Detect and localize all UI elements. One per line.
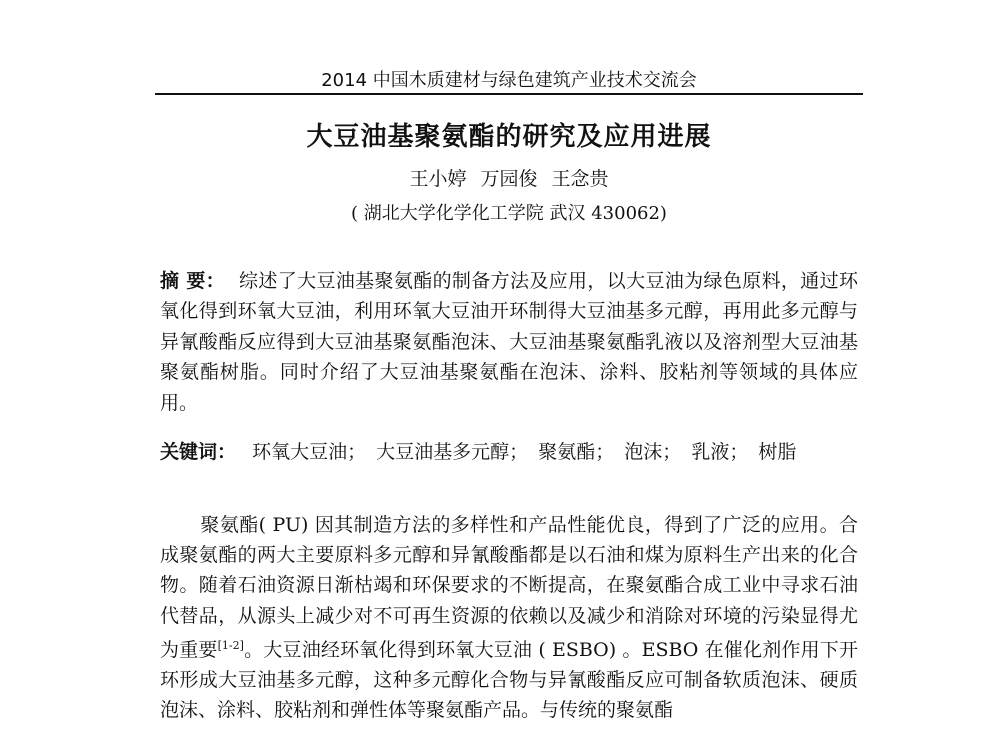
keywords-label: 关键词：: [160, 441, 237, 463]
abstract-label: 摘 要：: [160, 270, 226, 292]
body-text-part2: 。大豆油经环氧化得到环氧大豆油 ( ESBO) 。ESBO 在催化剂作用下开环形成大豆油基多元醇，这种多元醇化合物与异氰酸酯反应可制备软质泡沫、硬质泡沫、涂料、胶粘剂和弹性体等聚氨酯产品。与传统的聚氨酯: [160, 638, 858, 722]
citation: [1-2]: [217, 638, 244, 652]
keyword: 泡沫；: [624, 441, 682, 463]
paper-title: 大豆油基聚氨酯的研究及应用进展: [306, 122, 712, 152]
keyword: 树脂: [758, 441, 797, 463]
keywords: [160, 437, 858, 467]
header-rule: [155, 93, 863, 95]
body-paragraph: [160, 510, 858, 725]
paper-authors: 王小婷 万园俊 王念贵: [409, 168, 609, 190]
keyword: 环氧大豆油；: [252, 441, 367, 463]
abstract-text: 综述了大豆油基聚氨酯的制备方法及应用，以大豆油为绿色原料，通过环氧化得到环氧大豆油，利用环氧大豆油开环制得大豆油基多元醇，再用此多元醇与异氰酸酯反应得到大豆油基聚氨酯泡沫、大豆油基聚氨酯乳液以及溶剂型大豆油基聚氨酯树脂。同时介绍了大豆油基聚氨酯在泡沫、涂料、胶粘剂等领域的具体应用。: [160, 270, 858, 414]
abstract: [160, 266, 858, 418]
conference-header: 2014 中国木质建材与绿色建筑产业技术交流会: [321, 70, 697, 91]
body-text-part1: 聚氨酯( PU) 因其制造方法的多样性和产品性能优良，得到了广泛的应用。合成聚氨酯的两大主要原料多元醇和异氰酸酯都是以石油和煤为原料生产出来的化合物。随着石油资源日渐枯竭和环保要求的不断提高，在聚氨酯合成工业中寻求石油代替品，从源头上减少对不可再生资源的依赖以及减少和消除对环境的污染显得尤为重要: [160, 514, 858, 661]
keyword: 聚氨酯；: [538, 441, 615, 463]
keyword: 大豆油基多元醇；: [376, 441, 529, 463]
paper-affiliation: ( 湖北大学化学化工学院 武汉 430062): [351, 203, 667, 224]
keyword: 乳液；: [691, 441, 749, 463]
